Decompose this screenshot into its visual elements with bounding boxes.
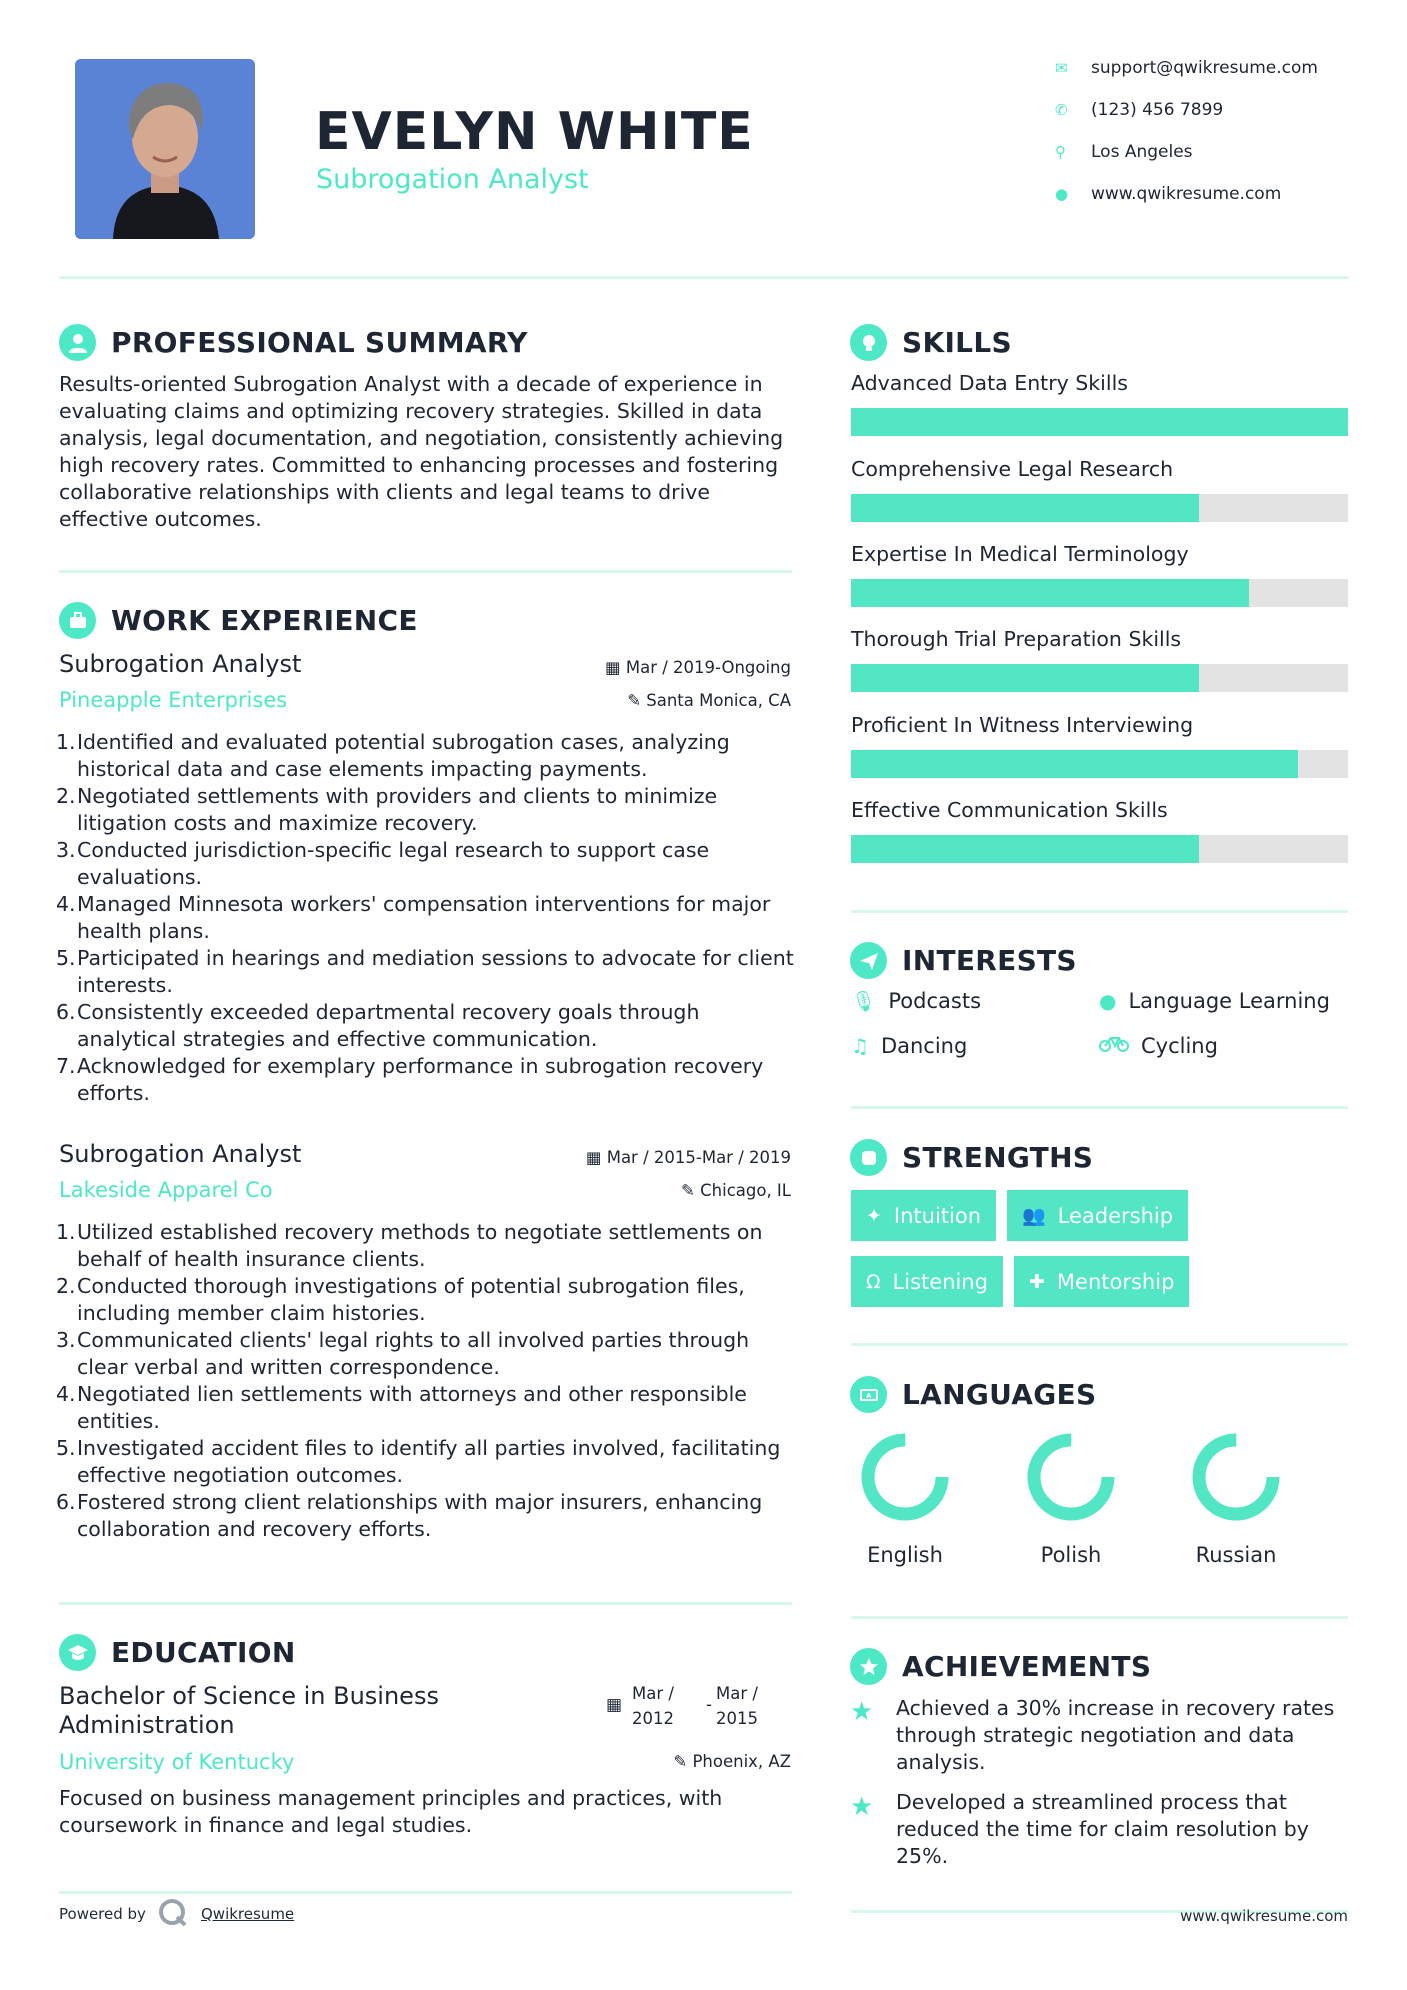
summary-heading-text: PROFESSIONAL SUMMARY — [111, 326, 528, 359]
skill-label-4: Thorough Trial Preparation Skills — [851, 627, 1182, 651]
achievement-1: Achieved a 30% increase in recovery rates through strategic negotiation and data analysis. — [896, 1696, 1335, 1774]
experience-divider — [59, 1602, 792, 1605]
footer-website[interactable]: www.qwikresume.com — [1180, 1907, 1348, 1925]
list-item: 6. Fostered strong client relationships with major insurers, enhancing collaboration and recovery efforts. — [56, 1490, 763, 1541]
language-ring-russian — [1199, 1440, 1273, 1514]
skill-bar-fill — [851, 750, 1298, 778]
achievements-heading-text: ACHIEVEMENTS — [902, 1650, 1152, 1683]
strength-tag-leadership — [1007, 1190, 1188, 1241]
interests-divider — [851, 1106, 1348, 1109]
qwikresume-link[interactable]: Qwikresume — [201, 1905, 295, 1923]
summary-heading — [59, 324, 528, 361]
fist-icon — [850, 1139, 887, 1176]
envelope-icon: ✉ — [1055, 59, 1068, 77]
list-item: 5. Investigated accident files to identify all parties involved, facilitating effective negotiation outcomes. — [56, 1436, 781, 1487]
skill-bar-3 — [851, 579, 1348, 607]
summary-text: Results-oriented Subrogation Analyst with a decade of experience in evaluating claims and optimizing recovery strategies. Skilled in data analysis, legal documentation, and negotiation, consistently achieving high recovery rates. Committed to enhancing processes and fostering collaborative relationships with clients and legal teams to drive effective outcomes. — [59, 372, 784, 531]
language-label-polish: Polish — [1040, 1543, 1102, 1567]
list-item: 3. Conducted jurisdiction-specific legal research to support case evaluations. — [56, 838, 710, 889]
phone-text: (123) 456 7899 — [1091, 100, 1224, 120]
education-divider — [59, 1891, 792, 1894]
interest-podcasts — [851, 989, 981, 1013]
header-divider — [59, 276, 1349, 279]
microphone-icon: 🎙 — [851, 989, 877, 1013]
interests-heading-text: INTERESTS — [902, 944, 1077, 977]
user-plus-icon: ✚ — [1029, 1270, 1045, 1293]
strength-tag-mentorship — [1014, 1256, 1189, 1307]
headphones-icon: Ω — [866, 1270, 881, 1293]
calendar-icon: ▦ — [585, 1148, 602, 1167]
map-pin-icon: ⚲ — [1055, 143, 1066, 161]
skill-bar-fill — [851, 579, 1249, 607]
list-item: 7. Acknowledged for exemplary performance in subrogation recovery efforts. — [56, 1054, 764, 1105]
achievement-2: Developed a streamlined process that reduced the time for claim resolution by 25%. — [896, 1790, 1309, 1868]
list-item: 4. Managed Minnesota workers' compensation interventions for major health plans. — [56, 892, 771, 943]
contact-website[interactable] — [1055, 184, 1355, 204]
users-icon: 👥 — [1022, 1205, 1046, 1227]
candidate-name: EVELYN WHITE — [315, 102, 754, 162]
skill-label-2: Comprehensive Legal Research — [851, 457, 1174, 481]
website-text: www.qwikresume.com — [1091, 184, 1282, 204]
calendar-icon: ▦ — [606, 1695, 623, 1715]
skills-heading-text: SKILLS — [902, 326, 1012, 359]
job-1-location — [627, 691, 791, 710]
calendar-icon: ▦ — [605, 658, 621, 677]
languages-divider — [851, 1616, 1348, 1619]
job-2-bullets — [56, 1219, 799, 1543]
edu-start-year: 2012 — [632, 1709, 674, 1728]
strengths-heading — [850, 1139, 1093, 1176]
qwikresume-logo-icon — [157, 1897, 189, 1933]
candidate-title: Subrogation Analyst — [316, 164, 589, 195]
briefcase-icon — [59, 602, 96, 639]
list-item: 2. Negotiated settlements with providers and clients to minimize litigation costs and maximize recovery. — [56, 784, 718, 835]
skill-bar-1 — [851, 408, 1348, 436]
job-2-location — [681, 1181, 791, 1200]
list-item: 6. Consistently exceeded departmental recovery goals through analytical strategies and effective communication. — [56, 1000, 700, 1051]
svg-text:A: A — [865, 1391, 872, 1400]
skill-bar-fill — [851, 408, 1348, 436]
avatar — [75, 59, 255, 239]
languages-heading-text: LANGUAGES — [902, 1378, 1097, 1411]
interest-label: Language Learning — [1128, 989, 1330, 1013]
skill-bar-5 — [851, 750, 1348, 778]
contact-email[interactable] — [1055, 58, 1355, 78]
graduation-icon — [59, 1634, 96, 1671]
interest-label: Cycling — [1141, 1034, 1218, 1058]
skill-bar-2 — [851, 494, 1348, 522]
job-2-dates-text: Mar / 2015-Mar / 2019 — [606, 1148, 791, 1167]
language-ring-polish — [1034, 1440, 1108, 1514]
star-badge-icon — [850, 1648, 887, 1685]
language-ring-english — [868, 1440, 942, 1514]
contact-phone — [1055, 100, 1355, 120]
language-label-english: English — [867, 1543, 943, 1567]
star-icon: ★ — [850, 1792, 874, 1822]
languages-heading — [850, 1376, 1096, 1413]
powered-by-label: Powered by — [59, 1905, 146, 1923]
job-1-location-text: Santa Monica, CA — [646, 691, 791, 710]
location-text: Los Angeles — [1091, 142, 1193, 162]
strengths-heading-text: STRENGTHS — [902, 1141, 1094, 1174]
job-2-location-text: Chicago, IL — [700, 1181, 791, 1200]
interests-heading — [850, 942, 1077, 979]
edu-date-separator: - — [706, 1695, 712, 1714]
skills-heading — [850, 324, 1012, 361]
edu-location — [673, 1752, 791, 1771]
pin-icon: ✎ — [673, 1752, 688, 1771]
skill-bar-fill — [851, 664, 1199, 692]
skill-label-6: Effective Communication Skills — [851, 798, 1168, 822]
list-item: 3. Communicated clients' legal rights to all involved parties through clear verbal and written correspondence. — [56, 1328, 750, 1379]
edu-start-month: Mar / — [632, 1684, 674, 1703]
achievements-heading — [850, 1648, 1151, 1685]
skill-bar-4 — [851, 664, 1348, 692]
interest-label: Podcasts — [888, 989, 982, 1013]
phone-icon: ✆ — [1055, 101, 1068, 119]
job-1-title: Subrogation Analyst — [59, 650, 302, 678]
language-rings — [851, 1427, 1351, 1537]
globe-icon: ● — [1055, 185, 1069, 203]
interest-cycling — [1099, 1034, 1218, 1058]
edu-location-text: Phoenix, AZ — [692, 1752, 791, 1771]
summary-divider — [59, 570, 792, 573]
skills-divider — [851, 910, 1348, 913]
skill-bar-fill — [851, 835, 1199, 863]
lightbulb-icon — [850, 324, 887, 361]
skill-label-5: Proficient In Witness Interviewing — [851, 713, 1194, 737]
language-icon — [850, 1376, 887, 1413]
list-item: 2. Conducted thorough investigations of potential subrogation files, including member claim histories. — [56, 1274, 745, 1325]
strengths-divider — [851, 1343, 1348, 1346]
music-note-icon: ♫ — [851, 1034, 869, 1058]
skill-label-1: Advanced Data Entry Skills — [851, 371, 1128, 395]
edu-end-month: Mar / — [716, 1684, 758, 1703]
job-1-bullets — [56, 729, 799, 1107]
list-item: 4. Negotiated lien settlements with attorneys and other responsible entities. — [56, 1382, 747, 1433]
pin-icon: ✎ — [627, 691, 642, 710]
edu-description: Focused on business management principles and practices, with coursework in finance and legal studies. — [59, 1786, 723, 1837]
job-2-company: Lakeside Apparel Co — [59, 1178, 273, 1202]
education-heading — [59, 1634, 296, 1671]
globe-icon: ● — [1099, 989, 1117, 1013]
strength-label: Intuition — [893, 1203, 982, 1228]
job-2-dates — [586, 1148, 791, 1167]
magic-wand-icon: ✦ — [866, 1204, 882, 1227]
skill-bar-fill — [851, 494, 1199, 522]
job-2-title: Subrogation Analyst — [59, 1140, 302, 1168]
list-item: 5. Participated in hearings and mediation sessions to advocate for client interests. — [56, 946, 794, 997]
profile-photo — [75, 59, 255, 239]
job-1-dates-text: Mar / 2019-Ongoing — [625, 658, 791, 677]
strength-tag-intuition — [851, 1190, 996, 1241]
star-icon: ★ — [850, 1697, 874, 1727]
interest-label: Dancing — [880, 1034, 968, 1058]
school-name: University of Kentucky — [59, 1750, 295, 1774]
list-item: 1. Utilized established recovery methods to negotiate settlements on behalf of health insurance clients. — [56, 1220, 763, 1271]
interest-language-learning — [1099, 989, 1330, 1013]
strength-label: Leadership — [1057, 1203, 1174, 1228]
job-1-dates — [605, 658, 791, 677]
degree-line-2: Administration — [59, 1711, 235, 1739]
bicycle-icon — [1099, 1034, 1129, 1058]
strength-tag-listening — [851, 1256, 1003, 1307]
language-label-russian: Russian — [1195, 1543, 1277, 1567]
interest-dancing — [851, 1034, 967, 1058]
skill-label-3: Expertise In Medical Terminology — [851, 542, 1189, 566]
edu-end-year: 2015 — [716, 1709, 758, 1728]
strength-label: Listening — [892, 1269, 988, 1294]
pin-icon: ✎ — [681, 1181, 695, 1200]
degree-line-1: Bachelor of Science in Business — [59, 1682, 439, 1710]
contact-location — [1055, 142, 1355, 162]
experience-heading-text: WORK EXPERIENCE — [111, 604, 418, 637]
experience-heading — [59, 602, 418, 639]
education-heading-text: EDUCATION — [111, 1636, 296, 1669]
user-icon — [59, 324, 96, 361]
email-text: support@qwikresume.com — [1091, 58, 1318, 78]
job-1-company: Pineapple Enterprises — [59, 688, 288, 712]
paper-plane-icon — [850, 942, 887, 979]
list-item: 1. Identified and evaluated potential subrogation cases, analyzing historical data and case elements impacting payments. — [56, 730, 730, 781]
skill-bar-6 — [851, 835, 1348, 863]
strength-label: Mentorship — [1056, 1269, 1175, 1294]
